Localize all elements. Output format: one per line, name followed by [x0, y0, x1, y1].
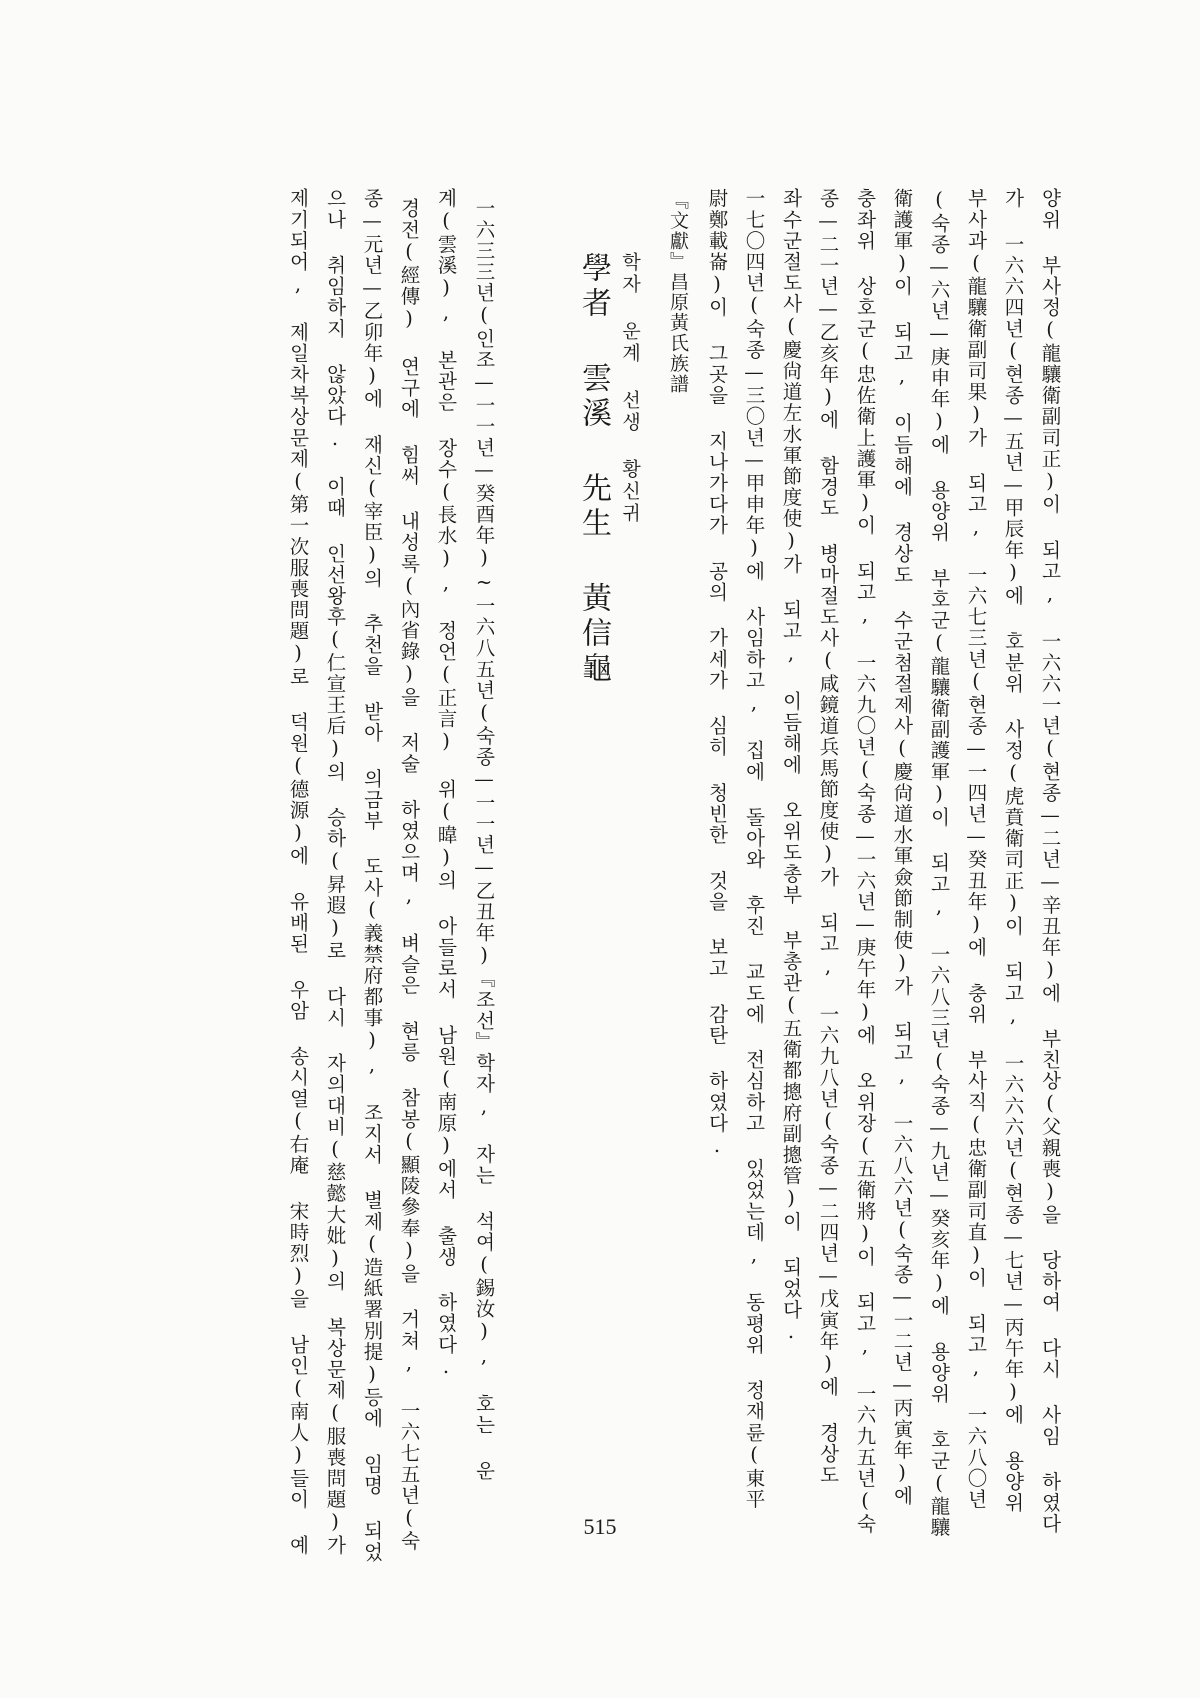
text-line: 좌수군절도사(慶尙道左水軍節度使)가 되고, 이듬해에 오위도총부 부총관(五衛都摠府副摠管)이 되었다.: [779, 188, 803, 1345]
text-line: 경전(經傳) 연구에 힘써 내성록(內省錄)을 저술 하였으며, 벼슬은 현릉 참봉(顯陵參奉)을 거쳐, 一六七五년(숙: [397, 198, 421, 1552]
text-line: 으나 취임하지 않았다. 이때 인선왕후(仁宣王后)의 승하(昇遐)로 다시 자의대비(慈懿大妣)의 복상문제(服喪問題)가: [323, 188, 347, 1556]
text-line: 종—元년—乙卯年)에 재신(宰臣)의 추천을 받아 의금부 도사(義禁府都事), 조지서 별제(造紙署別提)등에 임명 되었: [360, 188, 384, 1563]
text-line: 계(雲溪), 본관은 장수(長水), 정언(正言) 위(暐)의 아들로서 남원(南原)에서 출생 하였다.: [434, 188, 458, 1380]
text-line: 종—二一년—乙亥年)에 함경도 병마절도사(咸鏡道兵馬節度使)가 되고, 一六九八년(숙종—二四년—戊寅年)에 경상도: [816, 188, 840, 1486]
text-line: 부사과(龍驤衛副司果)가 되고, 一六七三년(현종—一四년—癸丑年)에 충위 부사직(忠衛副司直)이 되고, 一六八〇년: [964, 188, 988, 1510]
text-line: 충좌위 상호군(忠佐衛上護軍)이 되고, 一六九〇년(숙종—一六년—庚午年)에 오위장(五衛將)이 되고, 一六九五년(숙: [853, 188, 877, 1535]
text-line: (숙종—六년—庚申年)에 용양위 부호군(龍驤衛副護軍)이 되고, 一六八三년(숙종—九년—癸亥年)에 용양위 호군(龍驤: [927, 188, 951, 1539]
text-line: 一六三三년(인조—一一년—癸酉年)~一六八五년(숙종—一一년—乙丑年)『조선』학자, 자는 석여(錫汝), 호는 운: [472, 198, 496, 1482]
text-line: 제기되어, 제일차복상문제(第一次服喪問題)로 덕원(德源)에 유배된 우암 송시열(右庵 宋時烈)을 남인(南人)들이 예: [286, 188, 310, 1556]
title-reading: 학자 운계 선생 황신귀: [619, 252, 641, 525]
text-line: 가 一六六四년(현종—五년—甲辰年)에 호분위 사정(虎賁衛司正)이 되고, 一六六六년(현종—七년—丙午年)에 용양위: [1001, 188, 1025, 1514]
text-line: 一七〇四년(숙종—三〇년—甲申年)에 사임하고, 집에 돌아와 후진 교도에 전심하고 있었는데, 동평위 정재륜(東平: [742, 188, 766, 1510]
page-number: 515: [583, 1514, 617, 1539]
text-line: 衛護軍)이 되고, 이듬해에 경상도 수군첨절제사(慶尙道水軍僉節制使)가 되고, 一六八六년(숙종—一二년—丙寅年)에: [890, 188, 914, 1507]
section-title: 學者 雲溪 先生 黃信龜: [576, 252, 611, 687]
source-citation: 『文獻』昌原黃氏族譜: [667, 190, 689, 394]
text-line: 尉鄭載崙)이 그곳을 지나가다가 공의 가세가 심히 청빈한 것을 보고 감탄 하였다.: [705, 188, 729, 1159]
text-line: 양위 부사정(龍驤衛副司正)이 되고, 一六六一년(현종—二년—辛丑年)에 부친상(父親喪)을 당하여 다시 사임 하였다: [1038, 188, 1062, 1535]
